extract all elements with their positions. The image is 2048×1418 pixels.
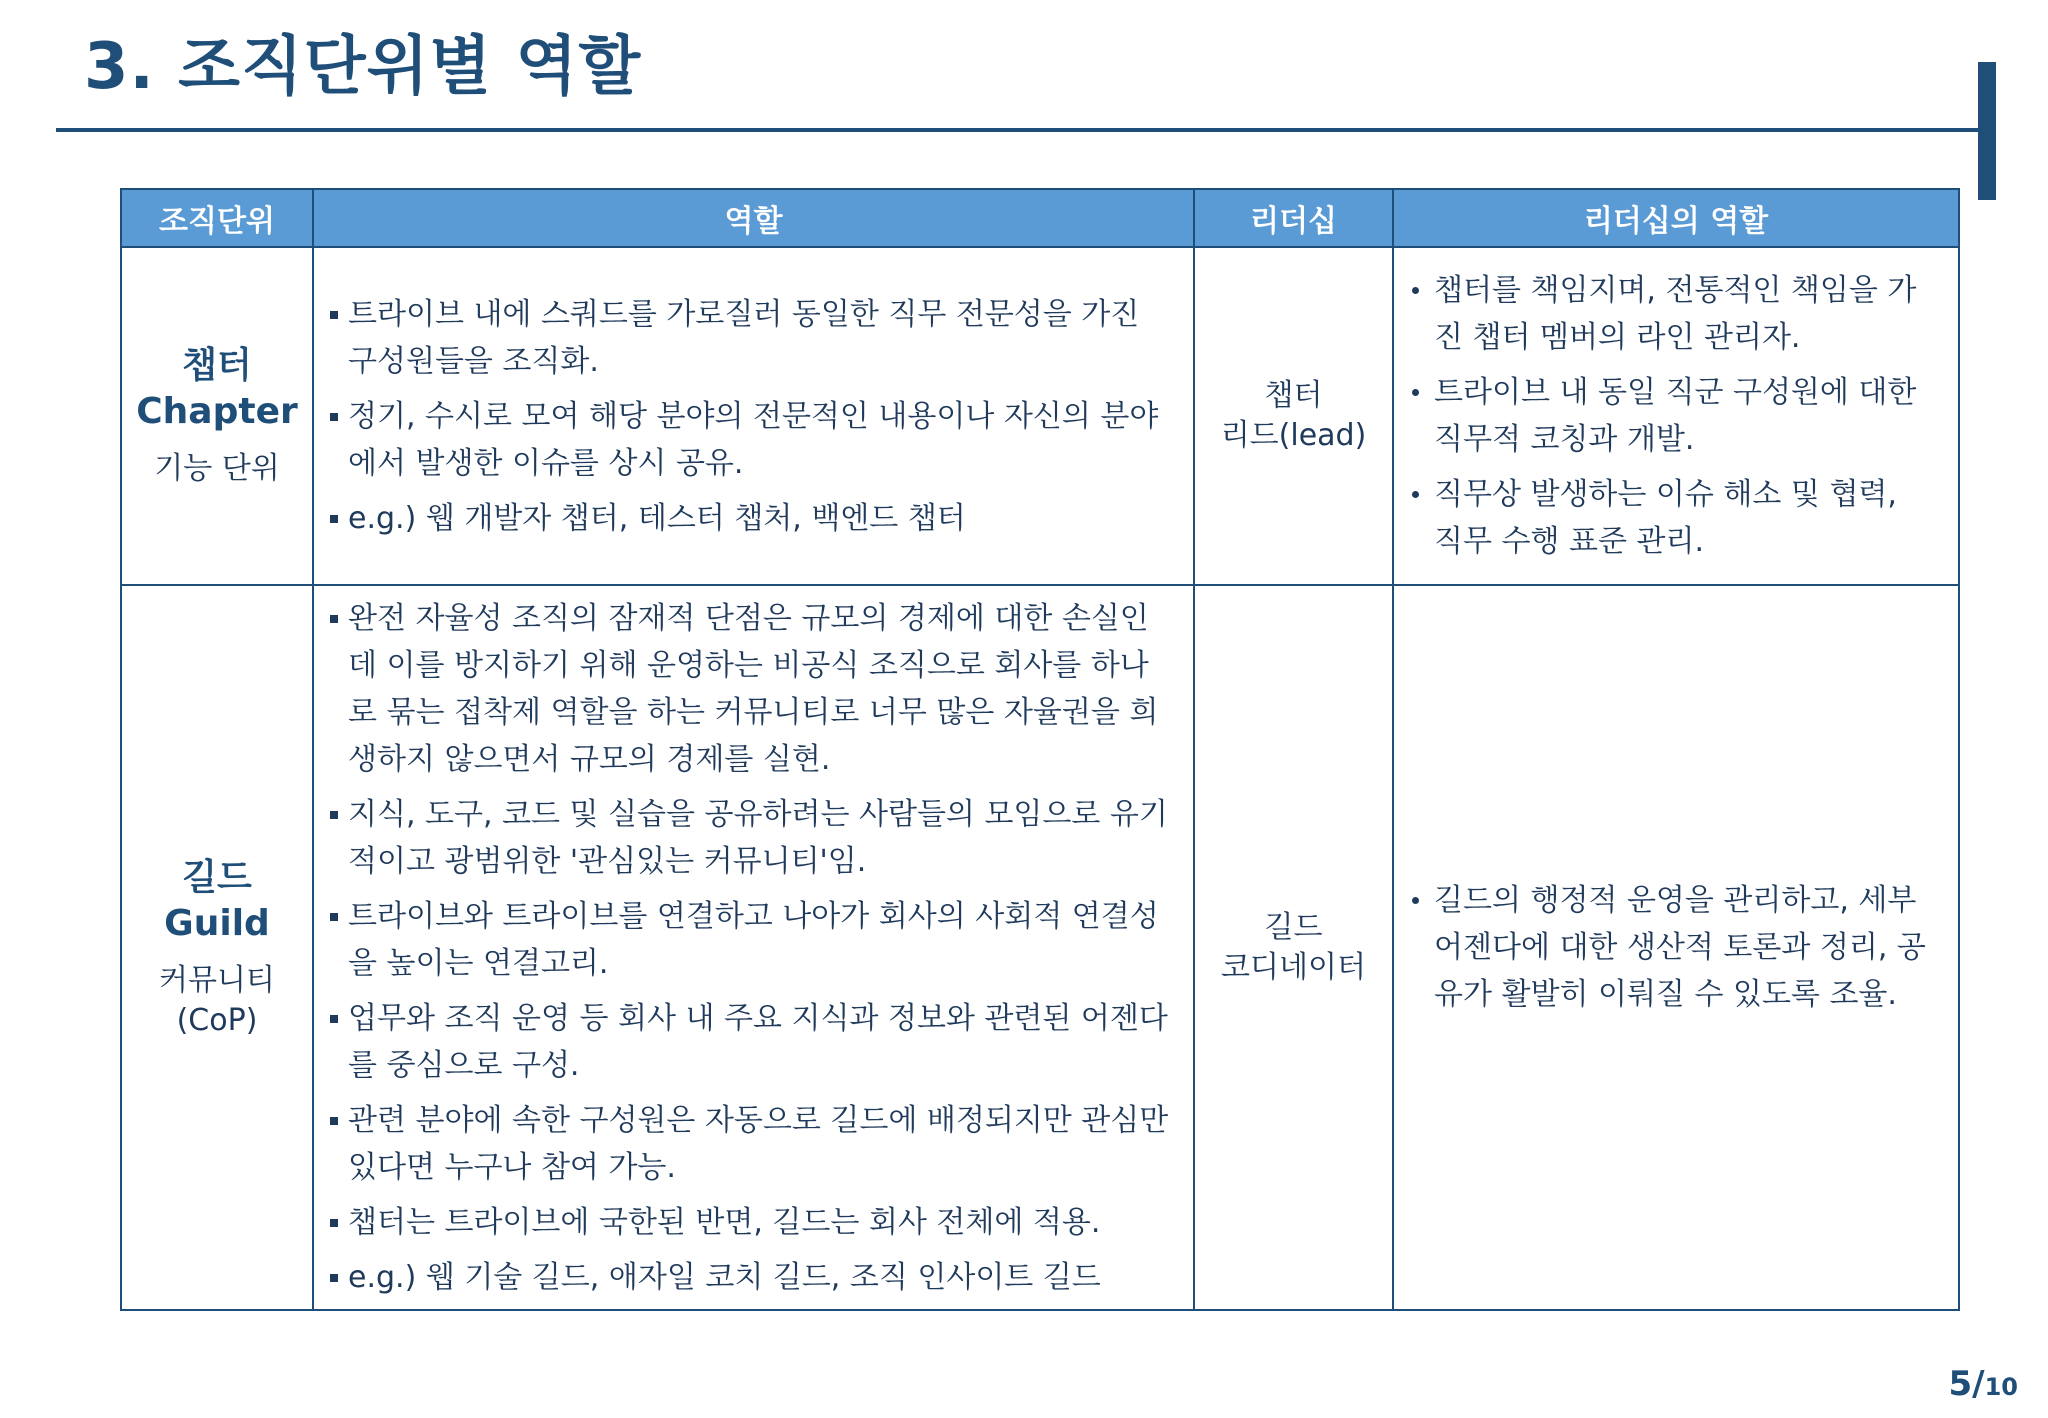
header-leadership-role: 리더십의 역할 (1393, 189, 1959, 247)
title-underline (56, 128, 1982, 132)
list-item: 챕터를 책임지며, 전통적인 책임을 가진 챕터 멤버의 라인 관리자. (1412, 267, 1930, 361)
role-list (314, 595, 1193, 1301)
table-row (121, 247, 1959, 585)
leader-role-cell (1393, 247, 1959, 585)
page-current: 5 (1948, 1364, 1973, 1404)
page-total: 10 (1984, 1373, 2018, 1401)
leader-title: 챕터 (1264, 378, 1323, 413)
unit-cell (121, 247, 313, 585)
unit-description: 커뮤니티 (CoP) (159, 962, 275, 1038)
page-number (1949, 1364, 2019, 1404)
unit-description: 기능 단위 (154, 451, 280, 486)
list-item: 지식, 도구, 코드 및 실습을 공유하려는 사람들의 모임으로 유기적이고 광범위한 '관심있는 커뮤니티'임. (330, 791, 1171, 885)
table-row (121, 585, 1959, 1310)
list-item: 업무와 조직 운영 등 회사 내 주요 지식과 정보와 관련된 어젠다를 중심으로 구성. (330, 995, 1171, 1089)
table-header-row (121, 189, 1959, 247)
list-item: 관련 분야에 속한 구성원은 자동으로 길드에 배정되지만 관심만 있다면 누구나 참여 가능. (330, 1097, 1171, 1191)
role-list (314, 291, 1193, 542)
list-item: 트라이브 내에 스쿼드를 가로질러 동일한 직무 전문성을 가진 구성원들을 조직화. (330, 291, 1171, 385)
leader-cell (1194, 247, 1393, 585)
list-item: 길드의 행정적 운영을 관리하고, 세부 어젠다에 대한 생산적 토론과 정리, 공유가 활발히 이뤄질 수 있도록 조율. (1412, 877, 1930, 1018)
leader-role-cell (1393, 585, 1959, 1310)
unit-name-en: Guild (164, 902, 270, 944)
list-item: 완전 자율성 조직의 잠재적 단점은 규모의 경제에 대한 손실인데 이를 방지하기 위해 운영하는 비공식 조직으로 회사를 하나로 묶는 접착제 역할을 하는 커뮤니티로 너무 많은 자율권을 희생하지 않으면서 규모의 경제를 실현. (330, 595, 1171, 783)
page-separator: / (1972, 1364, 1985, 1404)
list-item: e.g.) 웹 기술 길드, 애자일 코치 길드, 조직 인사이트 길드 (330, 1254, 1171, 1301)
header-role: 역할 (313, 189, 1194, 247)
header-unit: 조직단위 (121, 189, 313, 247)
side-accent-bar (1978, 62, 1996, 200)
role-table (120, 188, 1960, 1311)
leader-role-list (1394, 877, 1958, 1018)
list-item: 정기, 수시로 모여 해당 분야의 전문적인 내용이나 자신의 분야에서 발생한 이슈를 상시 공유. (330, 393, 1171, 487)
leader-subtitle: 코디네이터 (1221, 949, 1366, 985)
role-cell (313, 247, 1194, 585)
leader-title: 길드 (1264, 909, 1323, 945)
header-leadership: 리더십 (1194, 189, 1393, 247)
list-item: 트라이브와 트라이브를 연결하고 나아가 회사의 사회적 연결성을 높이는 연결고리. (330, 893, 1171, 987)
leader-subtitle: 리드(lead) (1220, 418, 1367, 453)
unit-name-ko: 챕터 (182, 345, 252, 386)
list-item: e.g.) 웹 개발자 챕터, 테스터 챕처, 백엔드 챕터 (330, 495, 1171, 542)
list-item: 직무상 발생하는 이슈 해소 및 협력, 직무 수행 표준 관리. (1412, 471, 1930, 565)
leader-cell (1194, 585, 1393, 1310)
role-cell (313, 585, 1194, 1310)
list-item: 챕터는 트라이브에 국한된 반면, 길드는 회사 전체에 적용. (330, 1199, 1171, 1246)
leader-role-list (1394, 267, 1958, 565)
page-title: 3. 조직단위별 역할 (84, 30, 642, 104)
unit-name-en: Chapter (136, 391, 298, 432)
unit-name-ko: 길드 (182, 856, 252, 898)
list-item: 트라이브 내 동일 직군 구성원에 대한 직무적 코칭과 개발. (1412, 369, 1930, 463)
unit-cell (121, 585, 313, 1310)
